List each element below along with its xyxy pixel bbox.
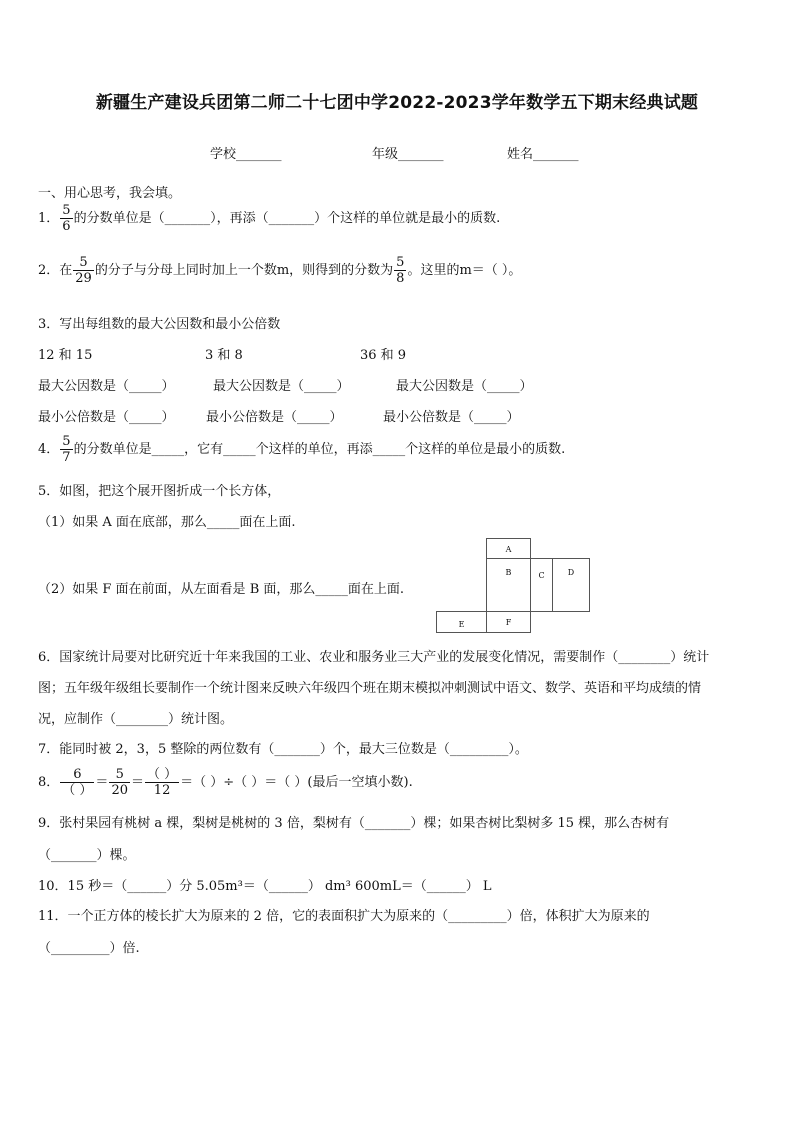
question-7: 7．能同时被 2，3，5 整除的两位数有（_______）个，最大三位数是（_________）。 — [38, 742, 528, 757]
question-6-line-3: 况，应制作（________）统计图。 — [38, 712, 234, 727]
q2-fraction-2 — [394, 255, 406, 286]
q1-denominator: 6 — [62, 219, 71, 234]
q2-text: 的分子与分母上同时加上一个数m，则得到的分数为 — [94, 263, 394, 278]
q2-number: 2．在 — [38, 263, 73, 278]
q4-text: 的分数单位是_____，它有_____个这样的单位，再添_____个这样的单位是最小的质数. — [73, 442, 566, 457]
face-c: C — [530, 558, 553, 612]
face-b: B — [486, 558, 531, 612]
q8-rest: ＝（ ）÷（ ）＝（ ）(最后一空填小数). — [180, 775, 413, 790]
q2-numerator-1: 5 — [73, 255, 94, 271]
section-heading: 一、用心思考，我会填。 — [38, 186, 182, 201]
q8-denominator-3: 12 — [153, 783, 171, 798]
face-e: E — [436, 611, 487, 633]
question-1 — [38, 203, 500, 234]
q3-group-1: 12 和 15 — [38, 348, 93, 363]
question-5-intro: 5．如图，把这个展开图折成一个长方体， — [38, 484, 281, 499]
question-3-intro: 3．写出每组数的最大公因数和最小公倍数 — [38, 317, 281, 332]
name-field: 姓名_______ — [507, 147, 579, 162]
q4-fraction — [60, 434, 72, 465]
q1-fraction — [60, 203, 72, 234]
q2-fraction-1 — [73, 255, 94, 286]
face-a: A — [486, 538, 531, 559]
q8-numerator-3: （ ） — [147, 767, 178, 782]
q8-numerator-2: 5 — [109, 767, 130, 783]
q8-fraction-2 — [109, 767, 130, 798]
question-10: 10．15 秒＝（______）分 5.05m³＝（______） dm³ 600mL＝（______） L — [38, 879, 492, 894]
q8-denominator-1: （ ） — [62, 783, 93, 798]
q4-numerator: 5 — [62, 434, 71, 449]
grade-field: 年级_______ — [372, 147, 444, 162]
q8-equals-1: ＝ — [95, 775, 109, 790]
question-6-line-2: 图；五年级年级组长要制作一个统计图来反映六年级四个班在期末模拟冲刺测试中语文、数学、英语和平均成绩的情 — [38, 681, 702, 696]
q4-denominator: 7 — [62, 450, 71, 465]
school-field: 学校_______ — [210, 147, 282, 162]
q2-end: 。这里的m＝（ ）。 — [407, 263, 522, 278]
question-9-line-2: （_______）棵。 — [38, 848, 136, 863]
q8-number: 8． — [38, 775, 60, 790]
question-11-line-1: 11．一个正方体的棱长扩大为原来的 2 倍，它的表面积扩大为原来的（_________）倍，体积扩大为原来的 — [38, 909, 650, 924]
q4-number: 4． — [38, 442, 60, 457]
q8-fraction-1 — [60, 767, 94, 798]
face-d: D — [552, 558, 590, 612]
q8-fraction-3 — [145, 767, 179, 798]
question-9-line-1: 9．张村果园有桃树 a 棵，梨树是桃树的 3 倍，梨树有（_______）棵；如果杏树比梨树多 15 棵，那么杏树有 — [38, 816, 670, 831]
q2-numerator-2: 5 — [396, 255, 405, 270]
q3-lcm-3: 最小公倍数是（_____） — [383, 410, 520, 425]
q3-lcm-2: 最小公倍数是（_____） — [206, 410, 343, 425]
q3-gcd-2: 最大公因数是（_____） — [213, 379, 350, 394]
q2-denominator-2: 8 — [396, 271, 405, 286]
question-5-part-2: （2）如果 F 面在前面，从左面看是 B 面，那么_____面在上面. — [38, 582, 405, 597]
q8-denominator-2: 20 — [111, 783, 128, 798]
question-6-line-1: 6．国家统计局要对比研究近十年来我国的工业、农业和服务业三大产业的发展变化情况，需要制作（________）统计 — [38, 650, 710, 665]
q3-lcm-1: 最小公倍数是（_____） — [38, 410, 175, 425]
q2-denominator-1: 29 — [75, 271, 92, 286]
q3-group-2: 3 和 8 — [205, 348, 243, 363]
page-title: 新疆生产建设兵团第二师二十七团中学2022-2023学年数学五下期末经典试题 — [95, 93, 699, 113]
question-5-part-1: （1）如果 A 面在底部，那么_____面在上面. — [38, 515, 296, 530]
q3-gcd-3: 最大公因数是（_____） — [396, 379, 533, 394]
q1-numerator: 5 — [62, 203, 71, 218]
question-4 — [38, 434, 565, 465]
question-11-line-2: （_________）倍. — [38, 941, 140, 956]
q8-equals-2: ＝ — [130, 775, 144, 790]
question-2 — [38, 255, 521, 286]
face-f: F — [486, 611, 531, 633]
q8-numerator-1: 6 — [60, 767, 94, 783]
q1-number: 1． — [38, 211, 60, 226]
q1-text: 的分数单位是（_______），再添（_______）个这样的单位就是最小的质数. — [73, 211, 501, 226]
question-8 — [38, 767, 413, 798]
q3-gcd-1: 最大公因数是（_____） — [38, 379, 175, 394]
q3-group-3: 36 和 9 — [360, 348, 407, 363]
